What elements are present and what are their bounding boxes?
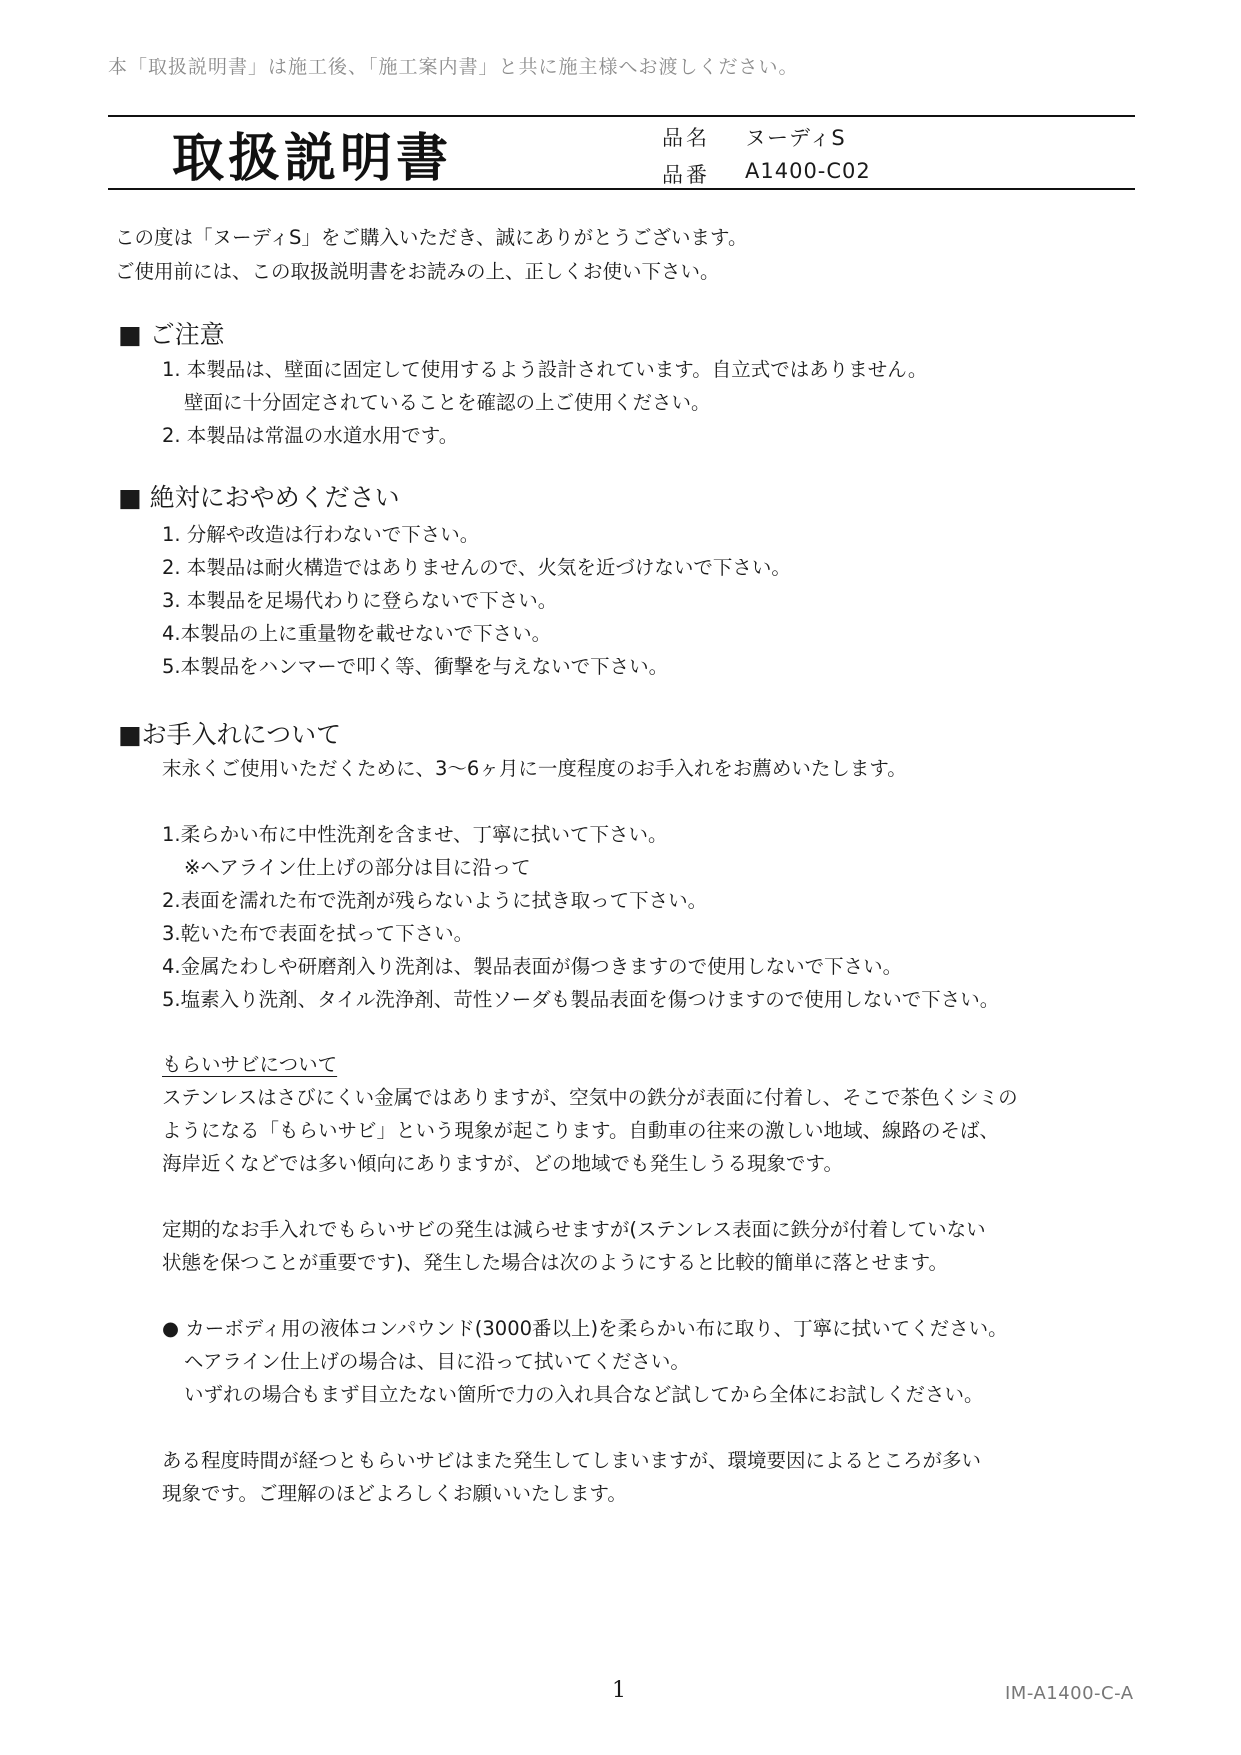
product-number-label: 品番 xyxy=(662,163,710,187)
paragraph-line: 現象です。ご理解のほどよろしくお願いいたします。 xyxy=(162,1482,627,1505)
list-item: 4.金属たわしや研磨剤入り洗剤は、製品表面が傷つきますので使用しないで下さい。 xyxy=(162,955,903,978)
header-bottom-rule xyxy=(108,188,1135,190)
list-item: 5.本製品をハンマーで叩く等、衝撃を与えないで下さい。 xyxy=(162,655,669,678)
bullet-line: いずれの場合もまず目立たない箇所で力の入れ具合など試してから全体にお試しください。 xyxy=(184,1383,984,1406)
section-heading: ■ ご注意 xyxy=(118,320,225,349)
paragraph-line: 状態を保つことが重要です)、発生した場合は次のようにすると比較的簡単に落とせます。 xyxy=(162,1251,949,1274)
paragraph-line: ある程度時間が経つともらいサビはまた発生してしまいますが、環境要因によるところが多い xyxy=(162,1449,982,1472)
document-title: 取扱説明書 xyxy=(172,129,453,189)
list-item: 2. 本製品は常温の水道水用です。 xyxy=(162,424,459,447)
list-item: 3. 本製品を足場代わりに登らないで下さい。 xyxy=(162,589,558,612)
bullet-line: ● カーボディ用の液体コンパウンド(3000番以上)を柔らかい布に取り、丁寧に拭いてください。 xyxy=(162,1317,1008,1340)
list-item: 2.表面を濡れた布で洗剤が残らないように拭き取って下さい。 xyxy=(162,889,708,912)
list-item: 5.塩素入り洗剤、タイル洗浄剤、苛性ソーダも製品表面を傷つけますので使用しないで下さい。 xyxy=(162,988,1000,1011)
intro-line: ご使用前には、この取扱説明書をお読みの上、正しくお使い下さい。 xyxy=(115,260,720,283)
section-heading: ■ 絶対におやめください xyxy=(118,483,400,512)
intro-line: この度は「ヌーディS」をご購入いただき、誠にありがとうございます。 xyxy=(115,226,748,249)
paragraph-line: 海岸近くなどでは多い傾向にありますが、どの地域でも発生しうる現象です。 xyxy=(162,1152,843,1175)
paragraph-line: ようになる「もらいサビ」という現象が起こります。自動車の往来の激しい地域、線路のそば、 xyxy=(162,1119,999,1142)
bullet-line: ヘアライン仕上げの場合は、目に沿って拭いてください。 xyxy=(184,1350,690,1373)
list-item: 1. 分解や改造は行わないで下さい。 xyxy=(162,523,480,546)
list-item: 1. 本製品は、壁面に固定して使用するよう設計されています。自立式ではありません。 xyxy=(162,358,928,381)
paragraph-line: 定期的なお手入れでもらいサビの発生は減らせますが(ステンレス表面に鉄分が付着していない xyxy=(162,1218,986,1241)
product-number: A1400-C02 xyxy=(745,159,871,183)
section-heading: ■お手入れについて xyxy=(118,720,342,749)
product-name: ヌーディS xyxy=(745,126,846,150)
paragraph-line: ステンレスはさびにくい金属ではありますが、空気中の鉄分が表面に付着し、そこで茶色くシミの xyxy=(162,1086,1018,1109)
product-name-label: 品名 xyxy=(662,126,710,150)
care-intro: 末永くご使用いただくために、3～6ヶ月に一度程度のお手入れをお薦めいたします。 xyxy=(162,757,907,780)
top-notice: 本「取扱説明書」は施工後、「施工案内書」と共に施主様へお渡しください。 xyxy=(108,56,799,78)
list-item: 3.乾いた布で表面を拭って下さい。 xyxy=(162,922,474,945)
list-item: 1.柔らかい布に中性洗剤を含ませ、丁寧に拭いて下さい。 xyxy=(162,823,668,846)
page-number: 1 xyxy=(612,1678,626,1703)
subsection-heading: もらいサビについて xyxy=(162,1053,338,1076)
list-item: ※ヘアライン仕上げの部分は目に沿って xyxy=(184,856,531,879)
list-item: 壁面に十分固定されていることを確認の上ご使用ください。 xyxy=(184,391,711,414)
list-item: 4.本製品の上に重量物を載せないで下さい。 xyxy=(162,622,552,645)
list-item: 2. 本製品は耐火構造ではありませんので、火気を近づけないで下さい。 xyxy=(162,556,791,579)
document-code: IM-A1400-C-A xyxy=(1005,1683,1134,1704)
